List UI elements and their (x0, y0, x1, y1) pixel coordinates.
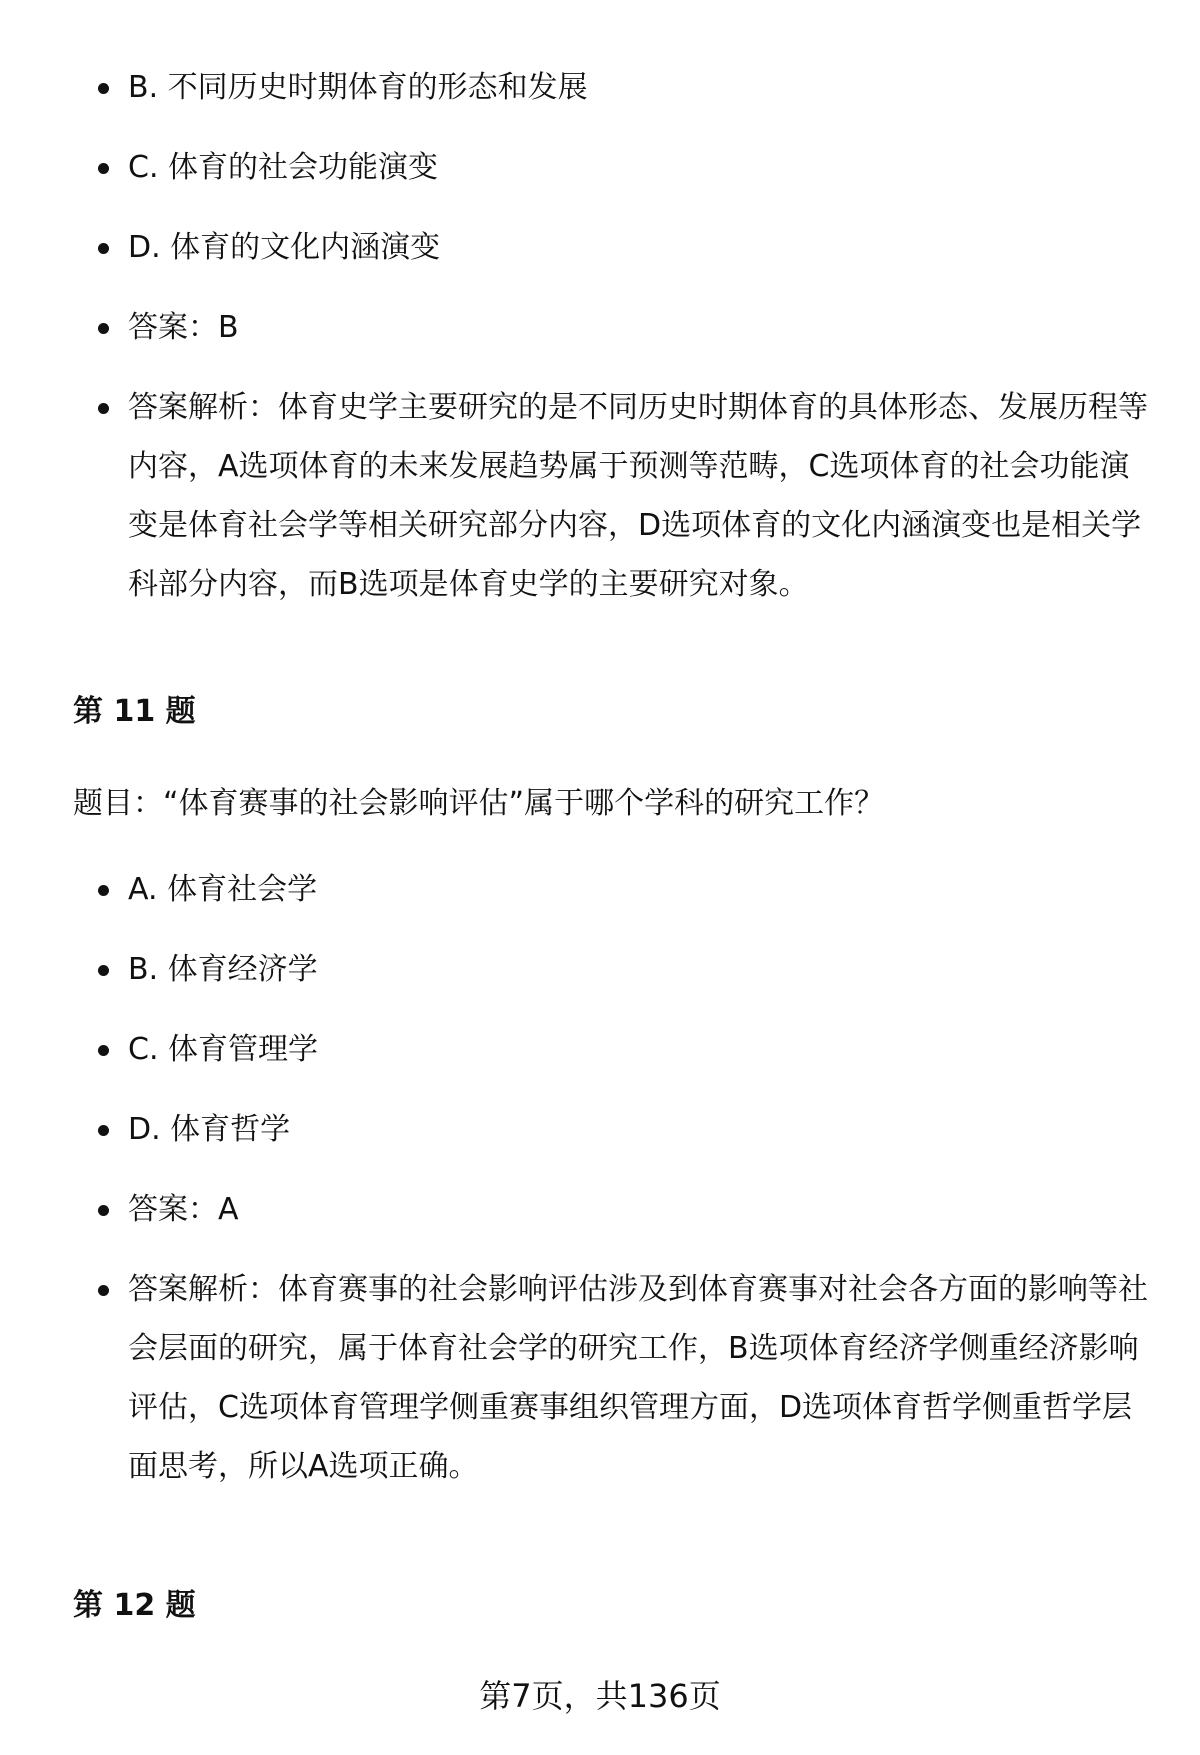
q11-option-b: B. 体育经济学 (0, 940, 1148, 1000)
q11-option-d: D. 体育哲学 (0, 1100, 1148, 1160)
q10-option-d: D. 体育的文化内涵演变 (0, 218, 1148, 278)
q10-answer: 答案：B (0, 298, 1148, 358)
q10-explanation: 答案解析：体育史学主要研究的是不同历史时期体育的具体形态、发展历程等内容，A选项体育的未来发展趋势属于预测等范畴，C选项体育的社会功能演变是体育社会学等相关研究部分内容，D选项体育的文化内涵演变也是相关学科部分内容，而B选项是体育史学的主要研究对象。 (0, 378, 1148, 614)
q10-option-b: B. 不同历史时期体育的形态和发展 (0, 58, 1148, 118)
q11-option-c: C. 体育管理学 (0, 1020, 1148, 1080)
q10-option-list (0, 58, 1148, 614)
q10-option-c: C. 体育的社会功能演变 (0, 138, 1148, 198)
q11-answer: 答案：A (0, 1180, 1148, 1240)
q11-explanation: 答案解析：体育赛事的社会影响评估涉及到体育赛事对社会各方面的影响等社会层面的研究，属于体育社会学的研究工作，B选项体育经济学侧重经济影响评估，C选项体育管理学侧重赛事组织管理方面，D选项体育哲学侧重哲学层面思考，所以A选项正确。 (0, 1260, 1148, 1496)
q12-heading: 第 12 题 (73, 1588, 196, 1623)
q11-option-a: A. 体育社会学 (0, 860, 1148, 920)
q11-question: 题目：“体育赛事的社会影响评估”属于哪个学科的研究工作？ (73, 786, 885, 821)
q11-option-list (0, 860, 1148, 1496)
q11-heading: 第 11 题 (73, 694, 196, 729)
page-number-footer: 第7页，共136页 (479, 1677, 721, 1715)
